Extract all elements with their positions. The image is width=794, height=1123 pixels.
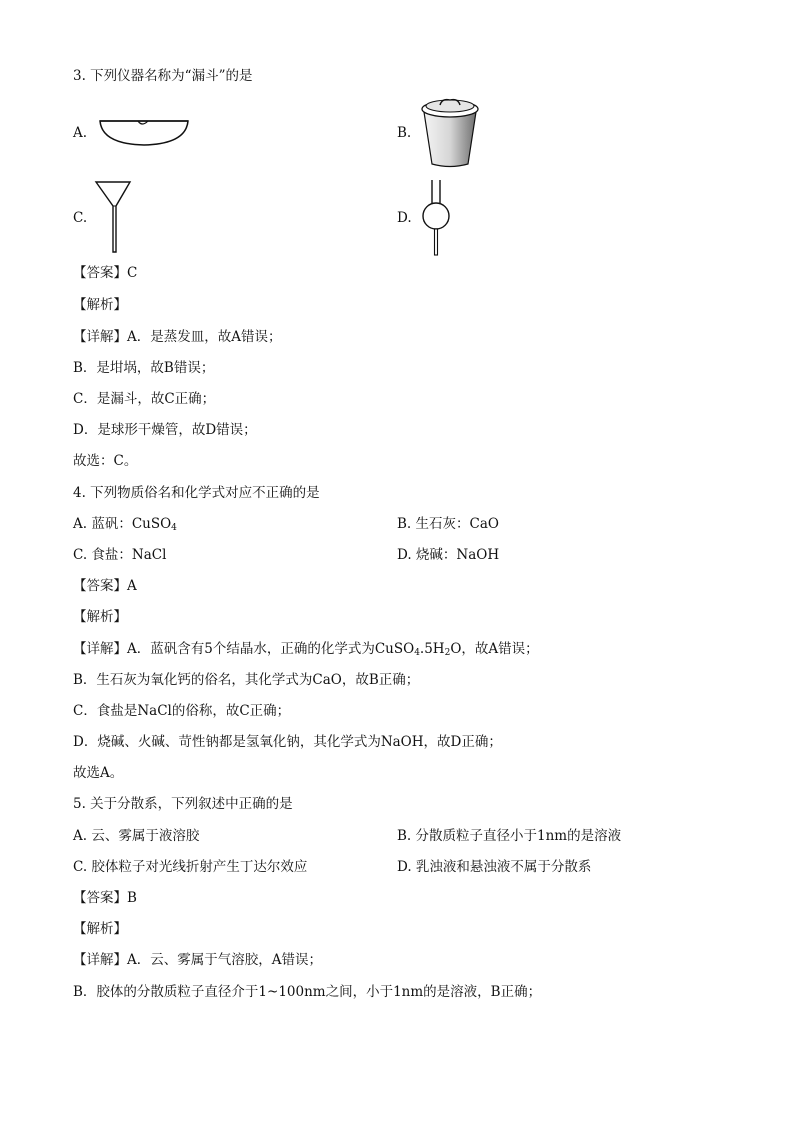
q4-detail-4: D．烧碱、火碱、苛性钠都是氢氧化钠，其化学式为NaOH，故D正确； xyxy=(73,734,502,750)
q3-conclusion: 故选：C。 xyxy=(73,453,138,469)
crucible-icon xyxy=(418,94,482,170)
q5-option-a: A. 云、雾属于液溶胶 xyxy=(73,828,200,844)
q3-option-a-label: A. xyxy=(73,125,88,141)
q5-answer: 【答案】B xyxy=(73,890,137,906)
q3-answer: 【答案】C xyxy=(73,265,138,281)
q4-detail-2: B．生石灰为氧化钙的俗名，其化学式为CaO，故B正确； xyxy=(73,672,420,688)
q4-conclusion: 故选A。 xyxy=(73,765,124,781)
q3-analysis: 【解析】 xyxy=(73,297,127,313)
q4-option-a xyxy=(73,515,177,533)
q4-analysis: 【解析】 xyxy=(73,609,127,625)
bulb-drying-tube-icon xyxy=(416,178,456,258)
q4-detail-1-part3: O，故A错误； xyxy=(450,641,539,657)
q4-detail-1-part1: 【详解】A．蓝矾含有5个结晶水，正确的化学式为CuSO xyxy=(73,641,415,657)
q5-analysis: 【解析】 xyxy=(73,921,127,937)
q3-detail-2: B．是坩埚，故B错误； xyxy=(73,360,215,376)
q4-detail-1-sub2: 2 xyxy=(444,648,451,658)
q3-detail-4: D．是球形干燥管，故D错误； xyxy=(73,422,257,438)
q5-stem: 5. 关于分散系，下列叙述中正确的是 xyxy=(73,796,293,812)
q5-option-d: D. 乳浊液和悬浊液不属于分散系 xyxy=(397,859,592,875)
q4-answer: 【答案】A xyxy=(73,578,137,594)
q4-option-a-text: A. 蓝矾：CuSO xyxy=(73,516,172,532)
q4-detail-1-sub1: 4 xyxy=(414,648,420,658)
q4-detail-1-part2: .5H xyxy=(419,641,445,657)
q5-option-c: C. 胶体粒子对光线折射产生丁达尔效应 xyxy=(73,859,308,875)
q4-detail-1 xyxy=(73,640,539,658)
q4-stem: 4. 下列物质俗名和化学式对应不正确的是 xyxy=(73,485,320,501)
funnel-icon xyxy=(94,180,134,256)
q5-detail-1: 【详解】A．云、雾属于气溶胶，A错误； xyxy=(73,952,322,968)
evaporating-dish-icon xyxy=(96,114,192,150)
q3-option-c-label: C. xyxy=(73,210,88,226)
q5-detail-2: B．胶体的分散质粒子直径介于1~100nm之间，小于1nm的是溶液，B正确； xyxy=(73,984,542,1000)
q4-detail-3: C．食盐是NaCl的俗称，故C正确； xyxy=(73,703,291,719)
q5-option-b: B. 分散质粒子直径小于1nm的是溶液 xyxy=(397,828,622,844)
q4-option-b: B. 生石灰：CaO xyxy=(397,516,499,532)
q4-option-d: D. 烧碱：NaOH xyxy=(397,547,500,563)
q3-detail-1: 【详解】A．是蒸发皿，故A错误； xyxy=(73,329,282,345)
q3-option-d-label: D. xyxy=(397,210,412,226)
q4-option-c: C. 食盐：NaCl xyxy=(73,547,167,563)
q3-detail-3: C．是漏斗，故C正确； xyxy=(73,391,216,407)
q4-option-a-subscript: 4 xyxy=(171,523,177,533)
q3-stem: 3. 下列仪器名称为“漏斗”的是 xyxy=(73,68,253,84)
q3-option-b-label: B. xyxy=(397,125,412,141)
